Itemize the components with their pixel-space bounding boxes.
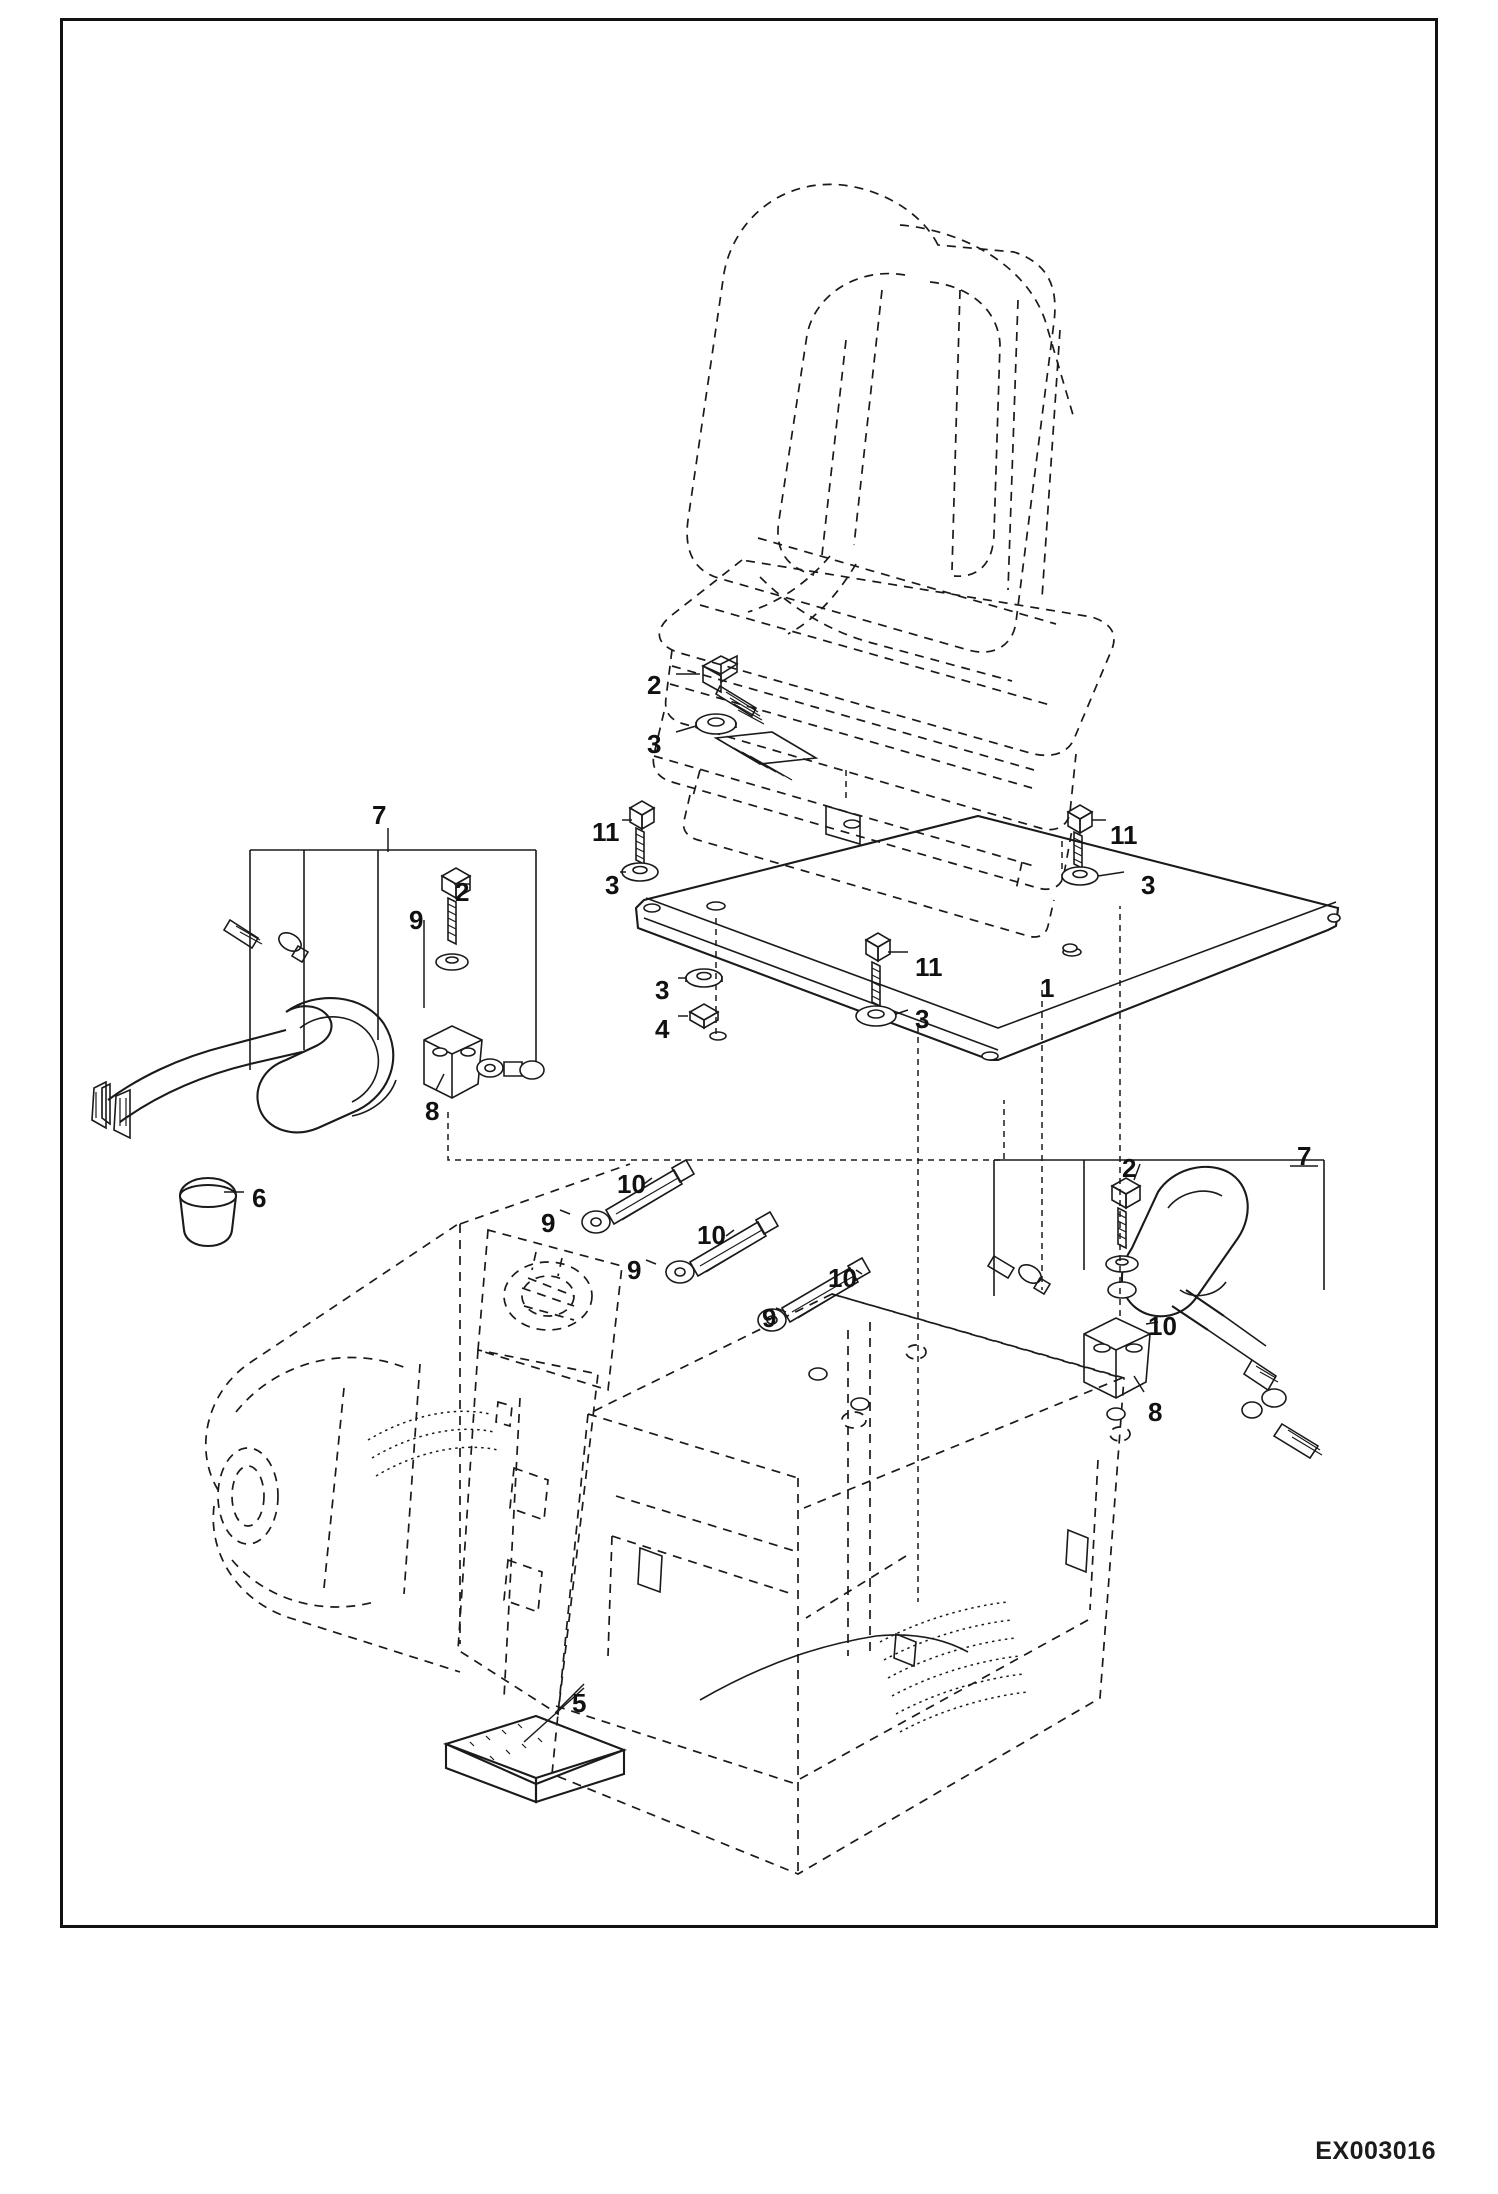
callout-9b: 9 <box>541 1208 556 1238</box>
fastener-stack-11-3-left <box>620 801 658 881</box>
callout-2a: 2 <box>647 670 662 700</box>
fastener-stack-2-3-upper <box>676 656 816 780</box>
callout-10b: 10 <box>697 1220 726 1250</box>
callout-3b: 3 <box>605 870 620 900</box>
callout-4: 4 <box>655 1014 670 1044</box>
callout-3d: 3 <box>655 975 670 1005</box>
callout-3e: 3 <box>915 1004 930 1034</box>
callout-3c: 3 <box>1141 870 1156 900</box>
callout-7b: 7 <box>1297 1141 1312 1171</box>
callout-3a: 3 <box>647 729 662 759</box>
seat-belt-left-assembly <box>92 828 544 1138</box>
callout-7a: 7 <box>372 800 387 830</box>
callout-1: 1 <box>1040 973 1055 1003</box>
callout-8b: 8 <box>1148 1397 1163 1427</box>
callout-11c: 11 <box>915 952 943 982</box>
callout-9d: 9 <box>762 1303 777 1333</box>
callout-5: 5 <box>572 1688 587 1718</box>
drawing-code-label: EX003016 <box>1315 2137 1436 2165</box>
callout-10c: 10 <box>828 1263 857 1293</box>
callout-10a: 10 <box>617 1169 646 1199</box>
fastener-stack-11-3-center <box>856 933 908 1026</box>
callout-9c: 9 <box>627 1255 642 1285</box>
callout-2c: 2 <box>1122 1153 1137 1183</box>
callout-11a: 11 <box>592 817 620 847</box>
operator-seat-graphic <box>653 184 1114 937</box>
callout-11b: 11 <box>1110 820 1138 850</box>
callout-6: 6 <box>252 1183 267 1213</box>
callout-9a: 9 <box>409 905 424 935</box>
callout-2b: 2 <box>455 877 470 907</box>
callout-8a: 8 <box>425 1096 440 1126</box>
rubber-plug-part <box>180 1178 244 1246</box>
floor-step-plate <box>446 1684 624 1802</box>
callout-10d: 10 <box>1148 1311 1177 1341</box>
